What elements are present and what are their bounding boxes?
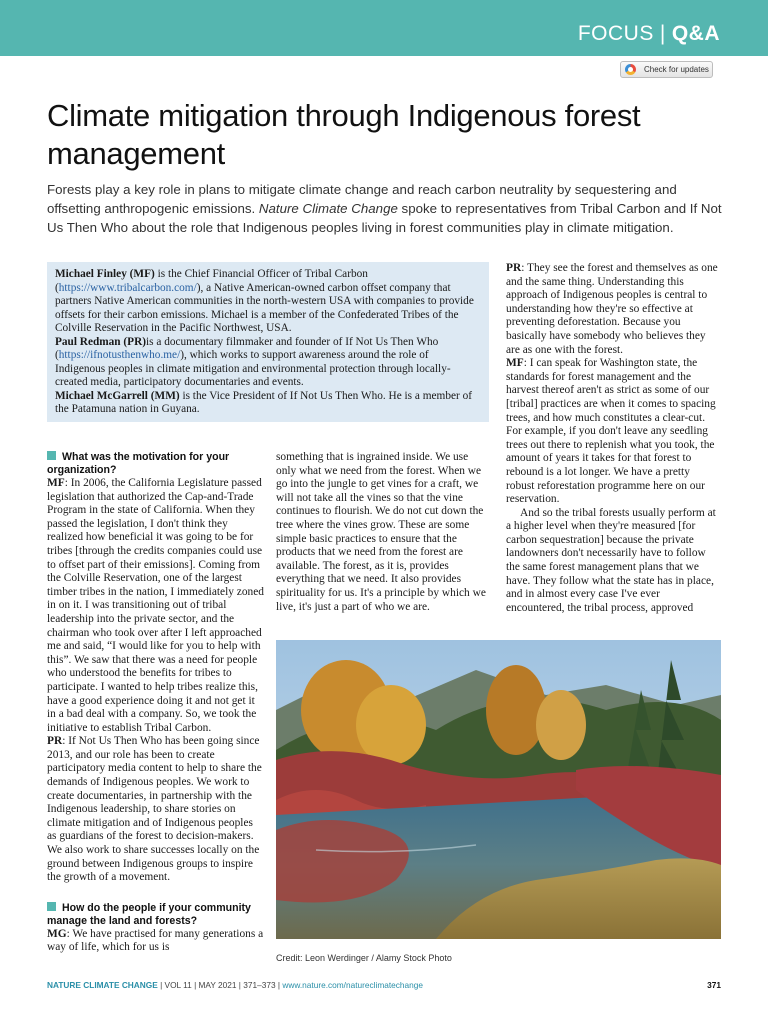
- answer-mf: [47, 477, 264, 735]
- answer-pr-2-text: : They see the forest and themselves as one and the same thing. Understanding this approach of Indigenous peoples is central to understanding how they're so effective at preventing deforestation. Because you basically have somebody who believes they are as one with the forest.: [506, 262, 718, 356]
- question-marker-icon: [47, 902, 56, 911]
- photo-credit: Credit: Leon Werdinger / Alamy Stock Photo: [276, 953, 452, 963]
- footer-journal-name: NATURE CLIMATE CHANGE: [47, 980, 158, 990]
- column-3: [506, 262, 719, 615]
- check-for-updates-button[interactable]: [620, 61, 713, 78]
- answer-mf-text: : In 2006, the California Legislature passed legislation that authorized the Cap-and-Trade Program in the state of California. When they passed the legislation, I don't think they realized how beneficial it was going to be for tribes [through the credits companies could use to offset part of their emissions]. Coming from the Colville Reservation, one of the largest timber tribes in the nation, I immediately zoned in on it. I was transitioning out of tribal leadership into the private sector, and the chairman who took over after I left approached me and said, “I would like for you to help with this”. We saw that there was a need for people who understood the benefits for tribes to participate. I wanted to help tribes realize this, have a good experience doing it and not get it in a bad deal with a company. So, we took the initiative to establish Tribal Carbon.: [47, 477, 264, 734]
- speaker-mg: MG: [47, 927, 67, 940]
- ifnotusthenwho-link[interactable]: https://ifnotusthenwho.me/: [58, 349, 181, 361]
- footer-issue-details: | VOL 11 | MAY 2021 | 371–373 |: [157, 980, 283, 990]
- column-2: [276, 451, 489, 614]
- banner-separator: |: [659, 22, 666, 45]
- speaker-pr: PR: [47, 735, 63, 748]
- standfirst-text-2: spoke to representatives from Tribal Carbon and If Not Us Then Who about the role that Indigenous peoples living in forest communities play in climate mitigation.: [47, 201, 722, 235]
- tribal-carbon-link[interactable]: https://www.tribalcarbon.com/: [58, 281, 197, 294]
- focus-label: FOCUS: [577, 22, 654, 45]
- bio-mm-name: Michael McGarrell (MM): [55, 389, 180, 402]
- bio-mf-name: Michael Finley (MF): [55, 268, 155, 280]
- speaker-mf: MF: [47, 477, 65, 489]
- contributor-bios-box: [47, 262, 489, 422]
- answer-mg-text: : We have practised for many generations a way of life, which for us is: [47, 927, 264, 954]
- bio-pr-text: is a documentary filmmaker and founder of If Not Us Then Who (: [55, 335, 439, 361]
- bio-pr-name: Paul Redman (PR): [55, 335, 146, 348]
- question-2-text: How do the people if your community manage the land and forests?: [47, 901, 251, 927]
- section-label: [578, 22, 720, 46]
- question-1-text: What was the motivation for your organization?: [47, 451, 230, 476]
- answer-mf-2-para: And so the tribal forests usually perform at a higher level when they're measured [for carbon sequestration] because the private landowners don't necessarily have to follow the same forest management plans that we have. They follow what the state has in place, and in almost every case I've ever encountered, the tribal process, approved: [506, 506, 716, 614]
- question-marker-icon: [47, 451, 56, 460]
- section-banner: [0, 0, 768, 56]
- bio-mf: [55, 268, 481, 336]
- bio-mm-text: is the Vice President of If Not Us Then Who. He is a member of the Patamuna nation in Guyana.: [55, 389, 472, 415]
- forest-river-photo: [276, 640, 721, 939]
- bio-pr: [55, 336, 481, 390]
- answer-mg-continued: something that is ingrained inside. We use only what we need from the forest. When we go into the jungle to get vines for a craft, we will not take all the vines so that the vine continues to flourish. We do not cut down the tree where the vines grow. These are some simple basic practices to ensure that the products that we need from the forest are available. The forest, as it is, provides everything that we need. It also provides spirituality for us. It's a principle by which we live, it's just a part of who we are.: [276, 451, 486, 613]
- check-for-updates-label: Check for updates: [644, 65, 709, 74]
- answer-mg: [47, 928, 264, 955]
- column-1: [47, 451, 264, 955]
- answer-pr: [47, 735, 264, 885]
- bio-pr-text-cont: ), which works to support awareness around the role of Indigenous peoples in climate mitigation and environmental protection through locally-created media, participatory documentaries and events.: [55, 349, 451, 388]
- standfirst: [47, 180, 732, 237]
- article-title: Climate mitigation through Indigenous forest management: [47, 98, 641, 171]
- speaker-mf: MF: [506, 357, 524, 370]
- photo-illustration: [276, 640, 721, 939]
- qa-label: Q&A: [671, 22, 720, 45]
- bio-mm: [55, 390, 481, 417]
- answer-pr-2: [506, 262, 719, 357]
- standfirst-journal-name: Nature Climate Change: [258, 201, 398, 216]
- speaker-pr: PR: [506, 262, 522, 274]
- answer-mf-2-text: : I can speak for Washington state, the standards for forest management and the harvest thereof aren't as strict as some of our [tribal] practices are when it comes to spacing trees, and how much constitutes a clear-cut. For example, if you don't leave any seedling trees out there to replenish what you took, the amount of years it takes for that forest to rebound is a lot longer. We have a pretty robust reforestation programme here on our reservation.: [506, 357, 716, 506]
- footer-journal-link[interactable]: www.nature.com/natureclimatechange: [282, 980, 424, 990]
- page-number: 371: [707, 980, 721, 990]
- answer-pr-text: : If Not Us Then Who has been going since 2013, and our role has been to create participatory media content to help to share the demands of Indigenous peoples. We work to create documentaries, in partnership with the Indigenous leadership, to share stories on climate mitigation and of Indigenous peoples as guardians of the forest to decision-makers. We also work to share successes locally on the ground between Indigenous groups to inspire the growth of a movement.: [47, 735, 262, 884]
- question-1: [47, 451, 264, 477]
- page-footer: [47, 980, 721, 990]
- question-2: [47, 902, 264, 928]
- standfirst-text-1: Forests play a key role in plans to mitigate climate change and reach carbon neutrality by sequestering and offsetting anthropogenic emissions.: [47, 182, 677, 216]
- bio-mf-text: is the Chief Financial Officer of Tribal Carbon (: [55, 268, 368, 294]
- crossmark-icon: [625, 64, 636, 75]
- answer-mf-2: [506, 357, 719, 507]
- bio-mf-text-cont: ), a Native American-owned carbon offset company that partners Native American communities in the north-western USA with companies to provide offsets for their carbon emissions. Michael is a member of the Confederated Tribes of the Colville Reservation in the Pacific Northwest, USA.: [55, 281, 474, 334]
